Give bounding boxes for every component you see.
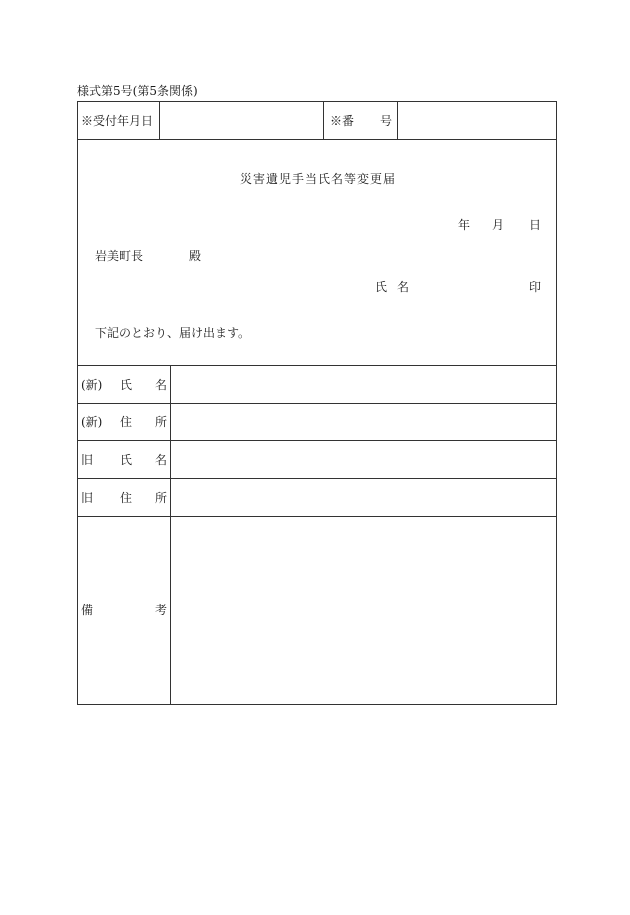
received-date-label: ※受付年月日 bbox=[81, 114, 154, 128]
addressee: 岩美町長 bbox=[95, 249, 144, 263]
remarks-field[interactable] bbox=[171, 517, 556, 704]
number-label-mark: ※番 bbox=[330, 114, 355, 128]
number-label-char: 号 bbox=[380, 114, 393, 128]
form-title: 災害遺児手当氏名等変更届 bbox=[240, 172, 397, 186]
receipt-number-field[interactable] bbox=[398, 102, 556, 139]
seal-mark: 印 bbox=[529, 280, 542, 294]
table-border-right bbox=[556, 101, 557, 705]
date-month-label: 月 bbox=[492, 218, 505, 232]
received-date-field[interactable] bbox=[160, 102, 323, 139]
header-col-divider-2 bbox=[323, 101, 324, 139]
remarks-label-b: 考 bbox=[155, 603, 168, 617]
table-border-bottom bbox=[77, 704, 557, 705]
new-name-label-a: 氏 bbox=[120, 378, 133, 392]
table-border-left bbox=[77, 101, 78, 705]
old-name-field[interactable] bbox=[171, 441, 556, 478]
new-address-field[interactable] bbox=[171, 404, 556, 440]
old-name-label-c: 名 bbox=[155, 453, 168, 467]
old-address-label-b: 住 bbox=[120, 491, 133, 505]
new-address-label-a: 住 bbox=[120, 415, 133, 429]
old-name-label-b: 氏 bbox=[120, 453, 133, 467]
new-name-label-b: 名 bbox=[155, 378, 168, 392]
header-row-divider bbox=[77, 139, 557, 140]
old-address-label-a: 旧 bbox=[81, 491, 94, 505]
honorific: 殿 bbox=[189, 249, 202, 263]
new-address-label-b: 所 bbox=[155, 415, 168, 429]
applicant-label-1: 氏 bbox=[375, 280, 388, 294]
statement: 下記のとおり、届け出ます。 bbox=[95, 326, 251, 340]
applicant-label-2: 名 bbox=[397, 280, 410, 294]
old-address-label-c: 所 bbox=[155, 491, 168, 505]
new-name-prefix: (新) bbox=[81, 378, 103, 392]
new-name-field[interactable] bbox=[171, 366, 556, 403]
new-address-prefix: (新) bbox=[81, 415, 103, 429]
date-day-label: 日 bbox=[529, 218, 542, 232]
date-year-label: 年 bbox=[458, 218, 471, 232]
old-address-field[interactable] bbox=[171, 479, 556, 516]
form-number: 様式第5号(第5条関係) bbox=[77, 84, 198, 98]
remarks-label-a: 備 bbox=[81, 603, 94, 617]
old-name-label-a: 旧 bbox=[81, 453, 94, 467]
